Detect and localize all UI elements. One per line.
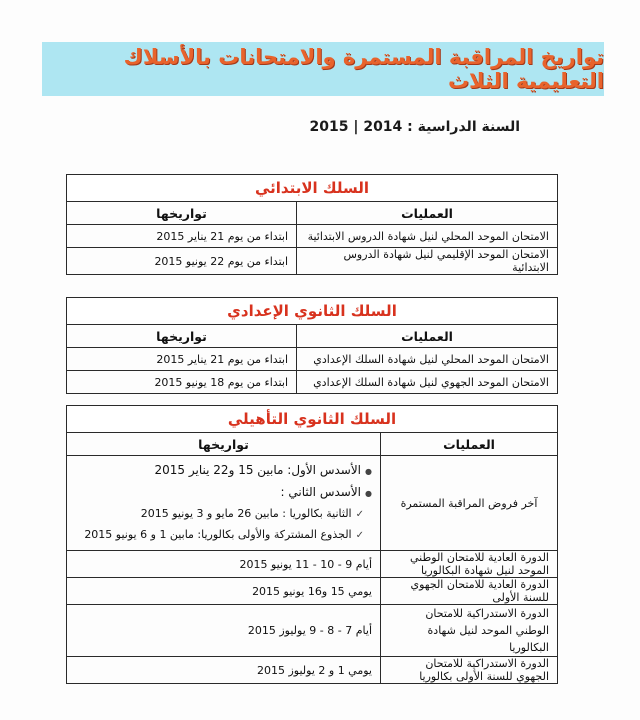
table-row	[67, 348, 558, 371]
middle-col-operations: العمليات	[297, 325, 558, 348]
date-cell: ابتداء من يوم 21 يناير 2015	[67, 225, 297, 248]
middle-col-dates: تواريخها	[67, 325, 297, 348]
table-row	[67, 578, 558, 605]
table-row	[67, 657, 558, 684]
table-row	[67, 248, 558, 275]
operation-cell: الدورة الاستدراكية للامتحان الوطني الموحد لنيل شهادة البكالوريا	[381, 605, 558, 657]
table-row	[67, 225, 558, 248]
date-cell: يومي 15 و16 يونيو 2015	[67, 578, 381, 605]
primary-title: السلك الابتدائي	[67, 175, 558, 202]
secondary-title: السلك الثانوي التأهيلي	[67, 406, 558, 433]
operation-cell: الامتحان الموحد المحلي لنيل شهادة الدروس الابتدائية	[297, 225, 558, 248]
secondary-col-operations: العمليات	[381, 433, 558, 456]
secondary-table	[66, 405, 558, 684]
operation-cell: الامتحان الموحد المحلي لنيل شهادة السلك الإعدادي	[297, 348, 558, 371]
operation-cell: الامتحان الموحد الإقليمي لنيل شهادة الدروس الابتدائية	[297, 248, 558, 275]
table-row	[67, 551, 558, 578]
operation-cell: آخر فروض المراقبة المستمرة	[381, 456, 558, 551]
primary-table	[66, 174, 558, 275]
continuous-dates-list	[75, 456, 372, 550]
middle-title: السلك الثانوي الإعدادي	[67, 298, 558, 325]
date-cell: ابتداء من يوم 21 يناير 2015	[67, 348, 297, 371]
semester-2-label: ● الأسدس الثاني :	[75, 482, 372, 504]
semester-2-common: ✓ الجذوع المشتركة والأولى بكالوريا: مابين 1 و 6 يونيو 2015	[75, 525, 372, 546]
operation-cell: الدورة العادية للامتحان الوطني الموحد لنيل شهادة البكالوريا	[381, 551, 558, 578]
primary-col-dates: تواريخها	[67, 202, 297, 225]
semester-1-dates: ● الأسدس الأول: مابين 15 و22 يناير 2015	[75, 460, 372, 482]
date-cell: يومي 1 و 2 يوليوز 2015	[67, 657, 381, 684]
secondary-col-dates: تواريخها	[67, 433, 381, 456]
operation-cell: الدورة الاستدراكية للامتحان الجهوي للسنة الأولى بكالوريا	[381, 657, 558, 684]
date-cell: أيام 7 - 8 - 9 يوليوز 2015	[67, 605, 381, 657]
middle-table	[66, 297, 558, 394]
page-title-banner	[42, 42, 604, 96]
semester-2-bac2: ✓ الثانية بكالوريا : مابين 26 مايو و 3 يونيو 2015	[75, 504, 372, 525]
date-cell: ابتداء من يوم 22 يونيو 2015	[67, 248, 297, 275]
operation-cell: الدورة العادية للامتحان الجهوي للسنة الأولى	[381, 578, 558, 605]
school-year: السنة الدراسية : 2014 | 2015	[309, 119, 520, 135]
table-row	[67, 605, 558, 657]
date-cell	[67, 456, 381, 551]
primary-col-operations: العمليات	[297, 202, 558, 225]
page-title: تواريخ المراقبة المستمرة والامتحانات بالأسلاك التعليمية الثلاث	[123, 45, 604, 93]
date-cell: ابتداء من يوم 18 يونيو 2015	[67, 371, 297, 394]
table-row	[67, 371, 558, 394]
operation-cell: الامتحان الموحد الجهوي لنيل شهادة السلك الإعدادي	[297, 371, 558, 394]
date-cell: أيام 9 - 10 - 11 يونيو 2015	[67, 551, 381, 578]
table-row	[67, 456, 558, 551]
